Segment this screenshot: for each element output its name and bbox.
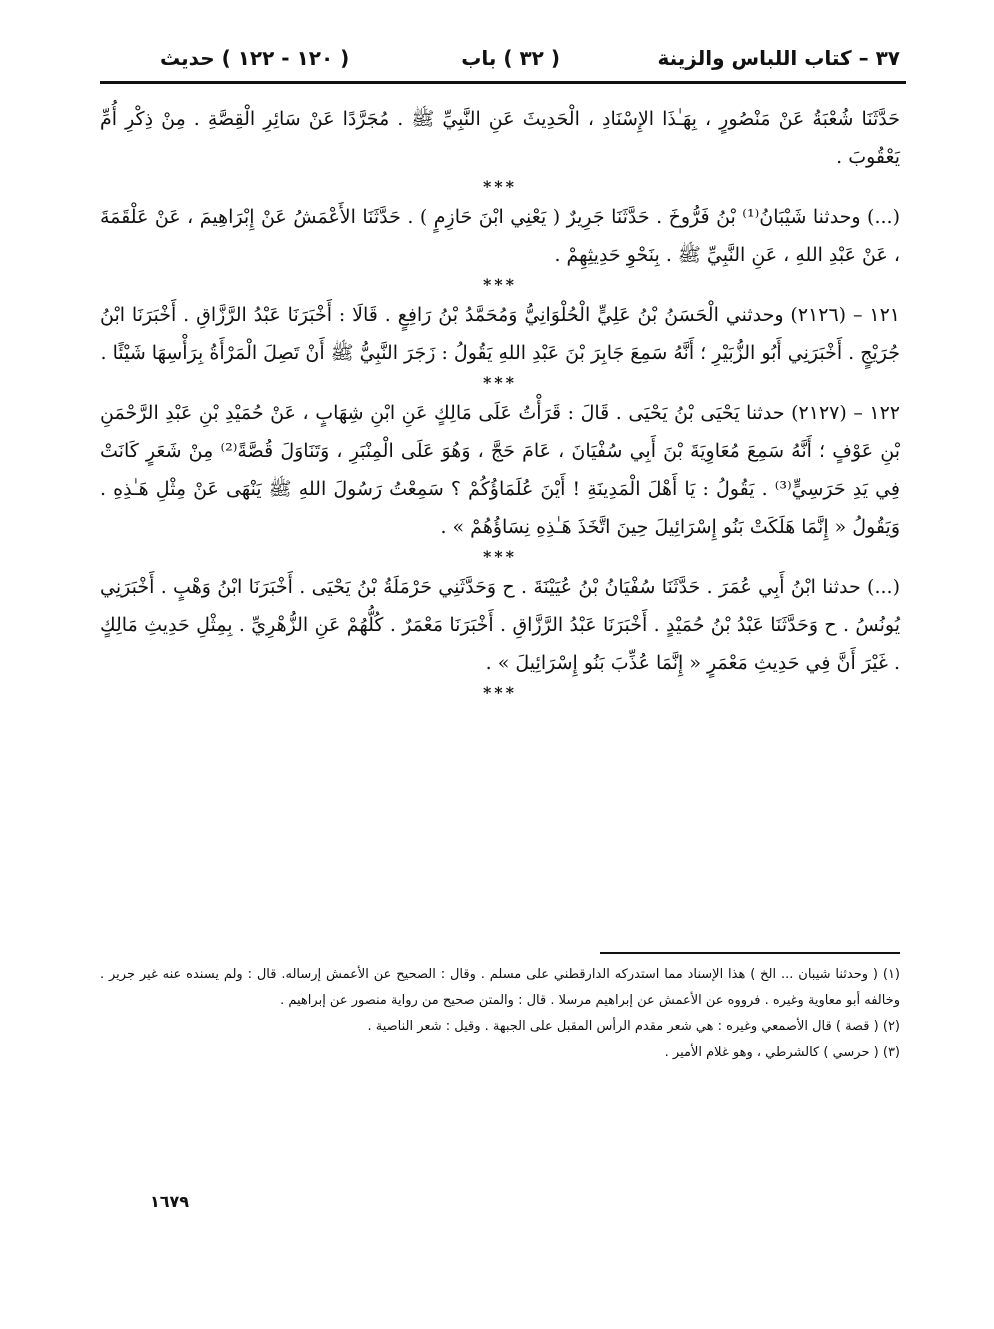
paragraph-hadith-121: ١٢١ – (٢١٢٦) وحدثني الْحَسَنُ بْنُ عَلِيٍّ الْحُلْوَانِيُّ وَمُحَمَّدُ بْنُ رَافِعٍ . قَالَا : أَخْبَرَنَا عَبْدُ الرَّزَّاقِ . أَخْبَرَنَا ابْنُ جُرَيْجٍ . أَخْبَرَنِي أَبُو الزُّبَيْرِ ؛ أَنَّهُ سَمِعَ جَابِرَ بْنَ عَبْدِ اللهِ يَقُولُ : زَجَرَ النَّبِيُّ ﷺ أَنْ تَصِلَ الْمَرْأَةُ بِرَأْسِهَا شَيْئًا . (100, 304, 900, 364)
paragraph-hadith-122: ١٢٢ – (٢١٢٧) حدثنا يَحْيَى بْنُ يَحْيَى . قَالَ : قَرَأْتُ عَلَى مَالِكٍ عَنِ ابْنِ شِهَابٍ ، عَنْ حُمَيْدِ بْنِ عَبْدِ الرَّحْمَنِ بْنِ عَوْفٍ ؛ أَنَّهُ سَمِعَ مُعَاوِيَةَ بْنَ أَبِي سُفْيَانَ ، عَامَ حَجَّ ، وَهُوَ عَلَى الْمِنْبَرِ ، وَتَنَاوَلَ قُصَّةً⁽²⁾ مِنْ شَعَرٍ كَانَتْ فِي يَدِ حَرَسِيٍّ⁽³⁾ . يَقُولُ : يَا أَهْلَ الْمَدِينَةِ ! أَيْنَ عُلَمَاؤُكُمْ ؟ سَمِعْتُ رَسُولَ اللهِ ﷺ يَنْهَى عَنْ مِثْلِ هَـٰذِهِ . وَيَقُولُ « إِنَّمَا هَلَكَتْ بَنُو إِسْرَائِيلَ حِينَ اتَّخَذَ هَـٰذِهِ نِسَاؤُهُمْ » . (100, 402, 901, 538)
paragraph-continuation: حَدَّثَنَا شُعْبَةُ عَنْ مَنْصُورٍ ، بِهَـٰذَا الإِسْنَادِ ، الْحَدِيثَ عَنِ النَّبِيِّ ﷺ . مُجَرَّدًا عَنْ سَائِرِ الْقِصَّةِ . مِنْ ذِكْرِ أُمِّ يَعْقُوبَ . (100, 108, 900, 168)
hadith-range: ( ١٢٠ - ١٢٢ ) حديث (160, 46, 350, 70)
book-title: ٣٧ – كتاب اللباس والزينة (657, 46, 900, 70)
separator-stars: *** (482, 547, 518, 566)
header-rule (100, 81, 906, 84)
separator-stars: *** (482, 275, 518, 294)
separator-stars: *** (482, 177, 518, 196)
paragraph-hadith-chain-shayban: (...) وحدثنا شَيْبَانُ⁽¹⁾ بْنُ فَرُّوخَ . حَدَّثَنَا جَرِيرٌ ( يَعْنِي ابْنَ حَازِمٍ ) . حَدَّثَنَا الأَعْمَشُ عَنْ إِبْرَاهِيمَ ، عَنْ عَلْقَمَةَ ، عَنْ عَبْدِ اللهِ ، عَنِ النَّبِيِّ ﷺ . بِنَحْوِ حَدِيثِهِمْ . (100, 206, 901, 266)
page-number: ١٦٧٩ (150, 1192, 190, 1211)
footnote-rule (600, 952, 900, 954)
footnote-2: (٢) ( قصة ) قال الأصمعي وغيره : هي شعر مقدم الرأس المقبل على الجبهة . وقيل : شعر الناصية . (367, 1019, 900, 1034)
running-header (100, 40, 900, 80)
chapter-label: ( ٣٢ ) باب (461, 46, 560, 70)
main-text (100, 100, 900, 704)
footnote-3: (٣) ( حرسي ) كالشرطي ، وهو غلام الأمير . (664, 1045, 900, 1060)
footnotes (100, 962, 900, 1066)
separator-stars: *** (482, 373, 518, 392)
footnote-1: (١) ( وحدثنا شيبان ... الخ ) هذا الإسناد مما استدركه الدارقطني على مسلم . وقال : الصحيح عن الأعمش إرساله. قال : ولم يسنده عنه غير جرير . وخالفه أبو معاوية وغيره . فرووه عن الأعمش عن إبراهيم مرسلا . قال : والمتن صحيح من رواية منصور عن إبراهيم . (100, 967, 900, 1008)
paragraph-hadith-chain-ibn-abi-umar: (...) حدثنا ابْنُ أَبِي عُمَرَ . حَدَّثَنَا سُفْيَانُ بْنُ عُيَيْنَةَ . ح وَحَدَّثَنِي حَرْمَلَةُ بْنُ يَحْيَى . أَخْبَرَنَا ابْنُ وَهْبٍ . أَخْبَرَنِي يُونُسُ . ح وَحَدَّثَنَا عَبْدُ بْنُ حُمَيْدٍ . أَخْبَرَنَا عَبْدُ الرَّزَّاقِ . أَخْبَرَنَا مَعْمَرٌ . كُلُّهُمْ عَنِ الزُّهْرِيِّ . بِمِثْلِ حَدِيثِ مَالِكٍ . غَيْرَ أَنَّ فِي حَدِيثِ مَعْمَرٍ « إِنَّمَا عُذِّبَ بَنُو إِسْرَائِيلَ » . (100, 576, 900, 674)
separator-stars: *** (482, 683, 518, 702)
